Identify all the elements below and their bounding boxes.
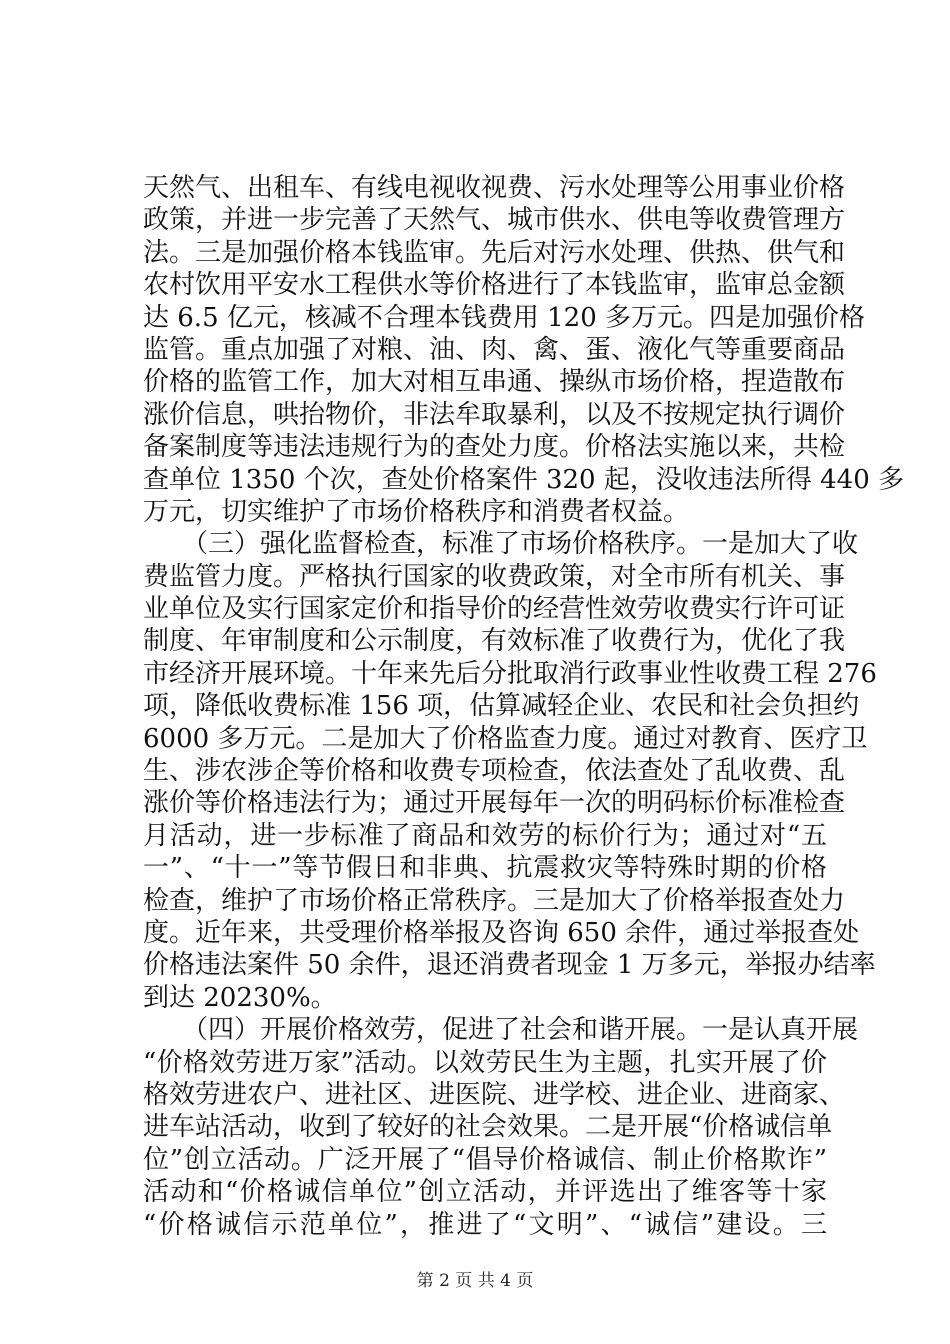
text-line: 天然气、出租车、有线电视收视费、污水处理等公用事业价格 bbox=[143, 173, 846, 203]
text-line: 检查，维护了市场价格正常秩序。三是加大了价格举报查处力 bbox=[143, 885, 846, 916]
text-line: 格效劳进农户、进社区、进医院、进学校、进企业、进商家、 bbox=[143, 1079, 846, 1110]
text-line: 法。三是加强价格本钱监审。先后对污水处理、供热、供气和 bbox=[143, 237, 846, 268]
text-line: 监管。重点加强了对粮、油、肉、禽、蛋、液化气等重要商品 bbox=[143, 334, 846, 365]
text-line: 活动和“价格诚信单位”创立活动，并评选出了维客等十家 bbox=[143, 1177, 827, 1208]
text-line: 查单位 1350 个次，查处价格案件 320 起，没收违法所得 440 多 bbox=[143, 464, 905, 495]
text-line: 一”、“十一”等节假日和非典、抗震救灾等特殊时期的价格 bbox=[143, 853, 827, 884]
text-line: 6000 多万元。二是加大了价格监查力度。通过对教育、医疗卫 bbox=[143, 723, 868, 754]
text-line: 涨价信息，哄抬物价，非法牟取暴利，以及不按规定执行调价 bbox=[143, 399, 846, 430]
text-line: 涨价等价格违法行为；通过开展每年一次的明码标价标准检查 bbox=[143, 788, 846, 819]
text-line: 农村饮用平安水工程供水等价格进行了本钱监审，监审总金额 bbox=[143, 270, 846, 301]
text-line: 制度、年审制度和公示制度，有效标准了收费行为，优化了我 bbox=[143, 626, 846, 657]
text-line: 进车站活动，收到了较好的社会效果。二是开展“价格诚信单 bbox=[143, 1112, 833, 1143]
text-line: 费监管力度。严格执行国家的收费政策，对全市所有机关、事 bbox=[143, 561, 846, 592]
text-line: 达 6.5 亿元，核减不合理本钱费用 120 多万元。四是加强价格 bbox=[143, 302, 866, 333]
text-line: 到达 20230%。 bbox=[143, 982, 337, 1013]
text-line: 业单位及实行国家定价和指导价的经营性效劳收费实行许可证 bbox=[143, 594, 846, 625]
text-line: “价格诚信示范单位”，推进了“文明”、“诚信”建设。三 bbox=[143, 1209, 827, 1240]
text-line: 备案制度等违法违规行为的查处力度。价格法实施以来，共检 bbox=[143, 432, 846, 463]
text-line: 价格违法案件 50 余件，退还消费者现金 1 万多元，举报办结率 bbox=[143, 950, 876, 981]
text-line: 月活动，进一步标准了商品和效劳的标价行为；通过对“五 bbox=[143, 820, 827, 851]
text-line: （四）开展价格效劳，促进了社会和谐开展。一是认真开展 bbox=[143, 1015, 859, 1046]
text-line: 价格的监管工作，加大对相互串通、操纵市场价格，捏造散布 bbox=[143, 367, 846, 398]
text-line: 市经济开展环境。十年来先后分批取消行政事业性收费工程 276 bbox=[143, 658, 877, 689]
text-line: “价格效劳进万家”活动。以效劳民生为主题，扎实开展了价 bbox=[143, 1047, 827, 1078]
text-line: 度。近年来，共受理价格举报及咨询 650 余件，通过举报查处 bbox=[143, 917, 860, 948]
text-line: 位”创立活动。广泛开展了“倡导价格诚信、制止价格欺诈” bbox=[143, 1144, 827, 1175]
text-line: 生、涉农涉企等价格和收费专项检查，依法查处了乱收费、乱 bbox=[143, 756, 846, 787]
text-line: 万元，切实维护了市场价格秩序和消费者权益。 bbox=[143, 496, 690, 527]
text-line: （三）强化监督检查，标准了市场价格秩序。一是加大了收 bbox=[143, 529, 859, 560]
page-footer: 第 2 页 共 4 页 bbox=[416, 1271, 534, 1291]
text-line: 政策，并进一步完善了天然气、城市供水、供电等收费管理方 bbox=[143, 205, 846, 236]
text-line: 项，降低收费标准 156 项，估算减轻企业、农民和社会负担约 bbox=[143, 691, 860, 722]
body-text bbox=[143, 172, 905, 1241]
